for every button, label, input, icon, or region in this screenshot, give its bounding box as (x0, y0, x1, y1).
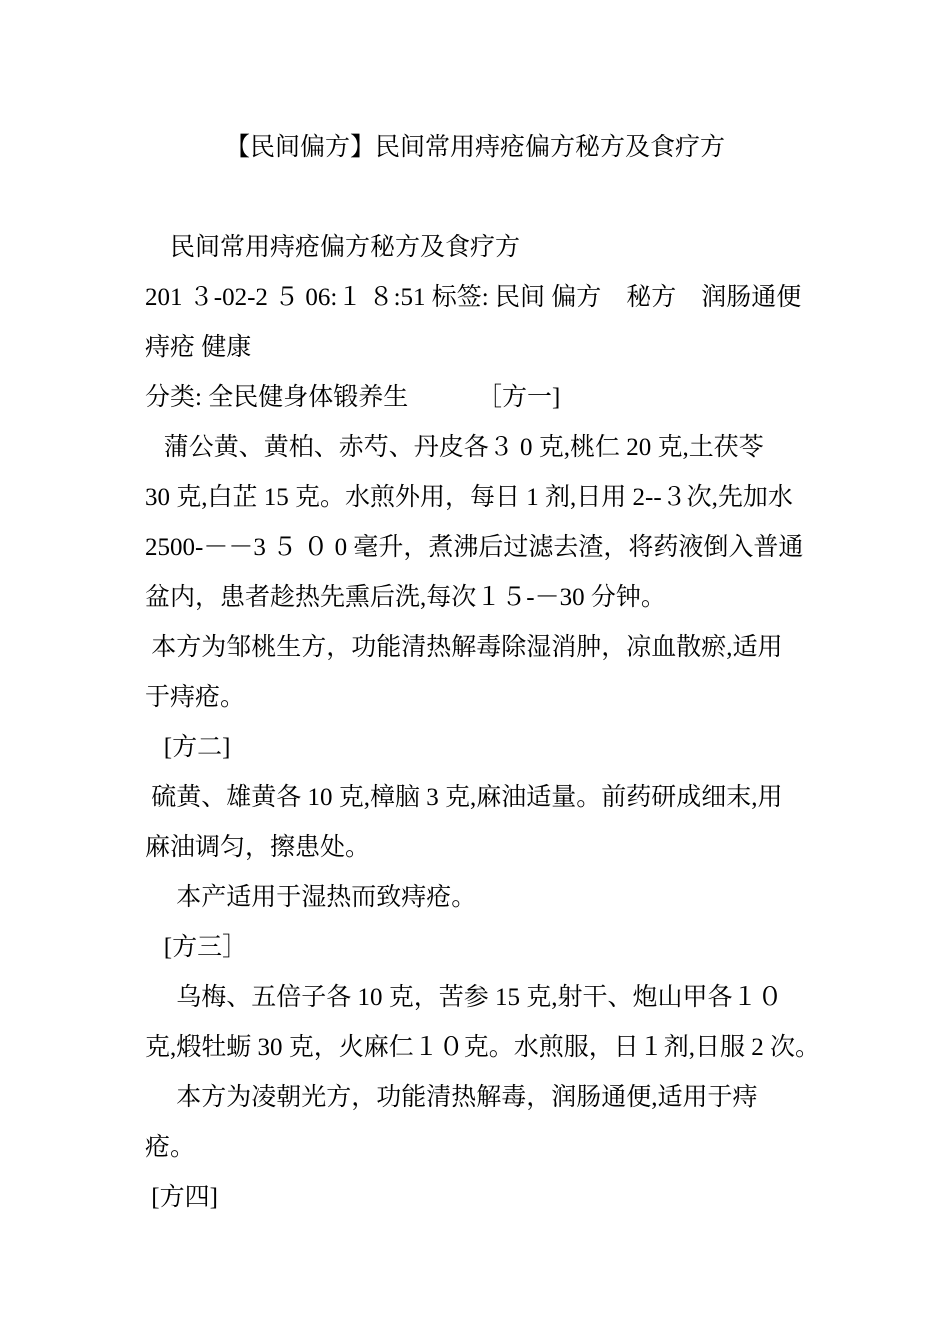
paragraph-line: 麻油调匀，擦患处。 (145, 834, 371, 861)
paragraph-line: 疮。 (145, 1134, 196, 1161)
paragraph-line: 2500-－－3 ５ ０ 0 毫升，煮沸后过滤去渣，将药液倒入普通 (145, 534, 804, 561)
paragraph-line: 蒲公黄、黄柏、赤芍、丹皮各３ 0 克,桃仁 20 克,土茯苓 (145, 434, 764, 461)
meta-category: 分类: 全民健身体锻养生 ［方一] (145, 384, 561, 411)
paragraph-line: 乌梅、五倍子各 10 克，苦参 15 克,射干、炮山甲各１０ (145, 984, 783, 1011)
paragraph-line: 于痔疮。 (145, 684, 246, 711)
paragraph-line: 硫黄、雄黄各 10 克,樟脑 3 克,麻油适量。前药研成细末,用 (145, 784, 783, 811)
section-heading: [方二] (145, 734, 231, 761)
paragraph-line: 克,煅牡蛎 30 克，火麻仁１０克。水煎服，日１剂,日服 2 次。 (145, 1034, 821, 1061)
paragraph-line: 30 克,白芷 15 克。水煎外用，每日 1 剂,日用 2--３次,先加水 (145, 484, 793, 511)
paragraph-line: 本产适用于湿热而致痔疮。 (145, 884, 477, 911)
section-heading: [方三］ (145, 934, 248, 961)
document-title: 【民间偏方】民间常用痔疮偏方秘方及食疗方 (224, 134, 725, 161)
meta-date-tags: 201 ３-02-2 ５ 06:１ ８:51 标签: 民间 偏方 秘方 润肠通便 (145, 284, 802, 311)
meta-tags-continued: 痔疮 健康 (145, 334, 252, 361)
article-heading: 民间常用痔疮偏方秘方及食疗方 (145, 234, 521, 261)
section-heading: [方四] (145, 1184, 218, 1211)
paragraph-line: 本方为凌朝光方，功能清热解毒，润肠通便,适用于痔 (145, 1084, 758, 1111)
paragraph-line: 本方为邹桃生方，功能清热解毒除湿消肿，凉血散瘀,适用 (145, 634, 783, 661)
paragraph-line: 盆内，患者趁热先熏后洗,每次１５-－30 分钟。 (145, 584, 666, 611)
